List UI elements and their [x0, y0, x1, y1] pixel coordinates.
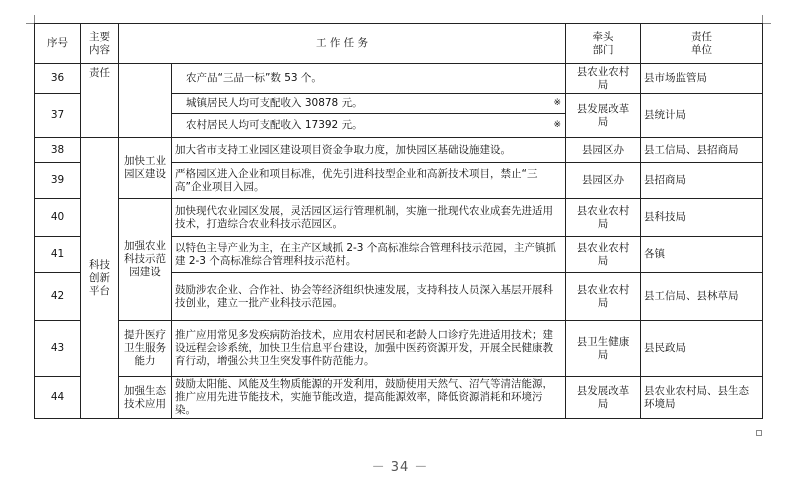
task-cell: 加快现代农业园区发展，灵活园区运行管理机制，实施一批现代农业成套先进适用技术，打造综合农业科技示范园区。	[172, 199, 566, 237]
subgroup-cell	[119, 138, 172, 199]
resp-cell: 县科技局	[641, 199, 763, 237]
subgroup-label: 加快工业 园区建设	[124, 155, 166, 180]
task-cell: 鼓励涉农企业、合作社、协会等经济组织快速发展，支持科技人员深入基层开展科技创业，建立一批产业科技示范园。	[172, 273, 566, 321]
row-number: 37	[35, 94, 81, 138]
lead-cell	[566, 64, 641, 94]
lead-cell	[566, 237, 641, 273]
row-number: 44	[35, 377, 81, 419]
row-number: 39	[35, 163, 81, 199]
header-row	[35, 24, 763, 64]
task-cell: 加大省市支持工业园区建设项目资金争取力度，加快园区基础设施建设。	[172, 138, 566, 163]
row-number: 36	[35, 64, 81, 94]
lead-cell	[566, 94, 641, 138]
crop-mark-bottom-right	[756, 430, 762, 436]
header-resp-text: 责任 单位	[691, 30, 713, 56]
row-number: 40	[35, 199, 81, 237]
resp-cell: 县农业农村局、县生态环境局	[641, 377, 763, 419]
category-cell	[81, 138, 119, 419]
table-row	[35, 321, 763, 377]
lead-text: 县发展改革 局	[576, 102, 630, 128]
resp-cell: 县工信局、县林草局	[641, 273, 763, 321]
subgroup-label: 加强农业 科技示范 园建设	[124, 240, 166, 278]
row-number: 38	[35, 138, 81, 163]
subgroup-cell	[119, 377, 172, 419]
lead-text: 县农业农村 局	[576, 241, 630, 267]
lead-text: 县发展改革 局	[576, 384, 630, 410]
resp-cell: 县民政局	[641, 321, 763, 377]
crop-mark-top-right	[762, 15, 771, 24]
task-table	[34, 23, 763, 419]
task-line-urban	[172, 94, 565, 114]
header-task: 工 作 任 务	[119, 24, 566, 64]
table-row	[35, 64, 763, 94]
subgroup-cell	[119, 321, 172, 377]
lead-cell	[566, 199, 641, 237]
lead-cell	[566, 273, 641, 321]
task-text: 城镇居民人均可支配收入 30878 元。	[186, 97, 363, 109]
header-content-text: 主要 内容	[89, 30, 110, 56]
task-cell-split	[172, 94, 566, 138]
category-cell	[81, 64, 119, 138]
task-cell: 农产品“三品一标”数 53 个。	[172, 64, 566, 94]
header-content	[81, 24, 119, 64]
lead-cell: 县园区办	[566, 138, 641, 163]
subgroup-label: 加强生态 技术应用	[124, 384, 166, 410]
table-row	[35, 377, 763, 419]
subgroup-label: 提升医疗 卫生服务 能力	[124, 329, 166, 367]
lead-cell: 县园区办	[566, 163, 641, 199]
row-number: 43	[35, 321, 81, 377]
note-mark: ※	[553, 98, 562, 108]
category-label: 科技 创新 平台	[89, 258, 110, 297]
lead-text: 县卫生健康 局	[576, 335, 630, 361]
task-line-rural	[172, 114, 565, 137]
lead-text: 县农业农村 局	[576, 65, 630, 91]
row-number: 42	[35, 273, 81, 321]
table-row	[35, 199, 763, 237]
header-no: 序号	[35, 24, 81, 64]
resp-cell: 各镇	[641, 237, 763, 273]
header-lead	[566, 24, 641, 64]
header-resp	[641, 24, 763, 64]
category-label: 责任	[89, 67, 110, 79]
lead-text: 县农业农村 局	[576, 283, 630, 309]
resp-cell: 县市场监管局	[641, 64, 763, 94]
subgroup-cell-empty	[119, 64, 172, 138]
resp-cell: 县招商局	[641, 163, 763, 199]
resp-cell: 县工信局、县招商局	[641, 138, 763, 163]
task-cell: 严格园区进入企业和项目标准，优先引进科技型企业和高新技术项目，禁止“三高”企业项目入园。	[172, 163, 566, 199]
subgroup-cell	[119, 199, 172, 321]
task-cell: 鼓励太阳能、风能及生物质能源的开发利用，鼓励使用天然气、沼气等清洁能源，推广应用先进节能技术，实施节能改造，提高能源效率，降低资源消耗和环境污染。	[172, 377, 566, 419]
page-number: － 34 －	[371, 460, 429, 475]
lead-cell	[566, 321, 641, 377]
header-lead-text: 牵头 部门	[592, 30, 614, 56]
lead-text: 县农业农村 局	[576, 204, 630, 230]
table-row	[35, 138, 763, 163]
task-cell: 推广应用常见多发疾病防治技术，应用农村居民和老龄人口诊疗先进适用技术；建设远程会诊系统，加快卫生信息平台建设，加强中医药资源开发，开展全民健康教育行动，增强公共卫生突发事件防范能力。	[172, 321, 566, 377]
lead-cell	[566, 377, 641, 419]
task-cell: 以特色主导产业为主，在主产区域抓 2-3 个高标准综合管理科技示范园，主产镇抓建 2-3 个高标准综合管理科技示范村。	[172, 237, 566, 273]
resp-cell: 县统计局	[641, 94, 763, 138]
task-text: 农村居民人均可支配收入 17392 元。	[186, 119, 363, 131]
note-mark: ※	[553, 120, 562, 130]
row-number: 41	[35, 237, 81, 273]
